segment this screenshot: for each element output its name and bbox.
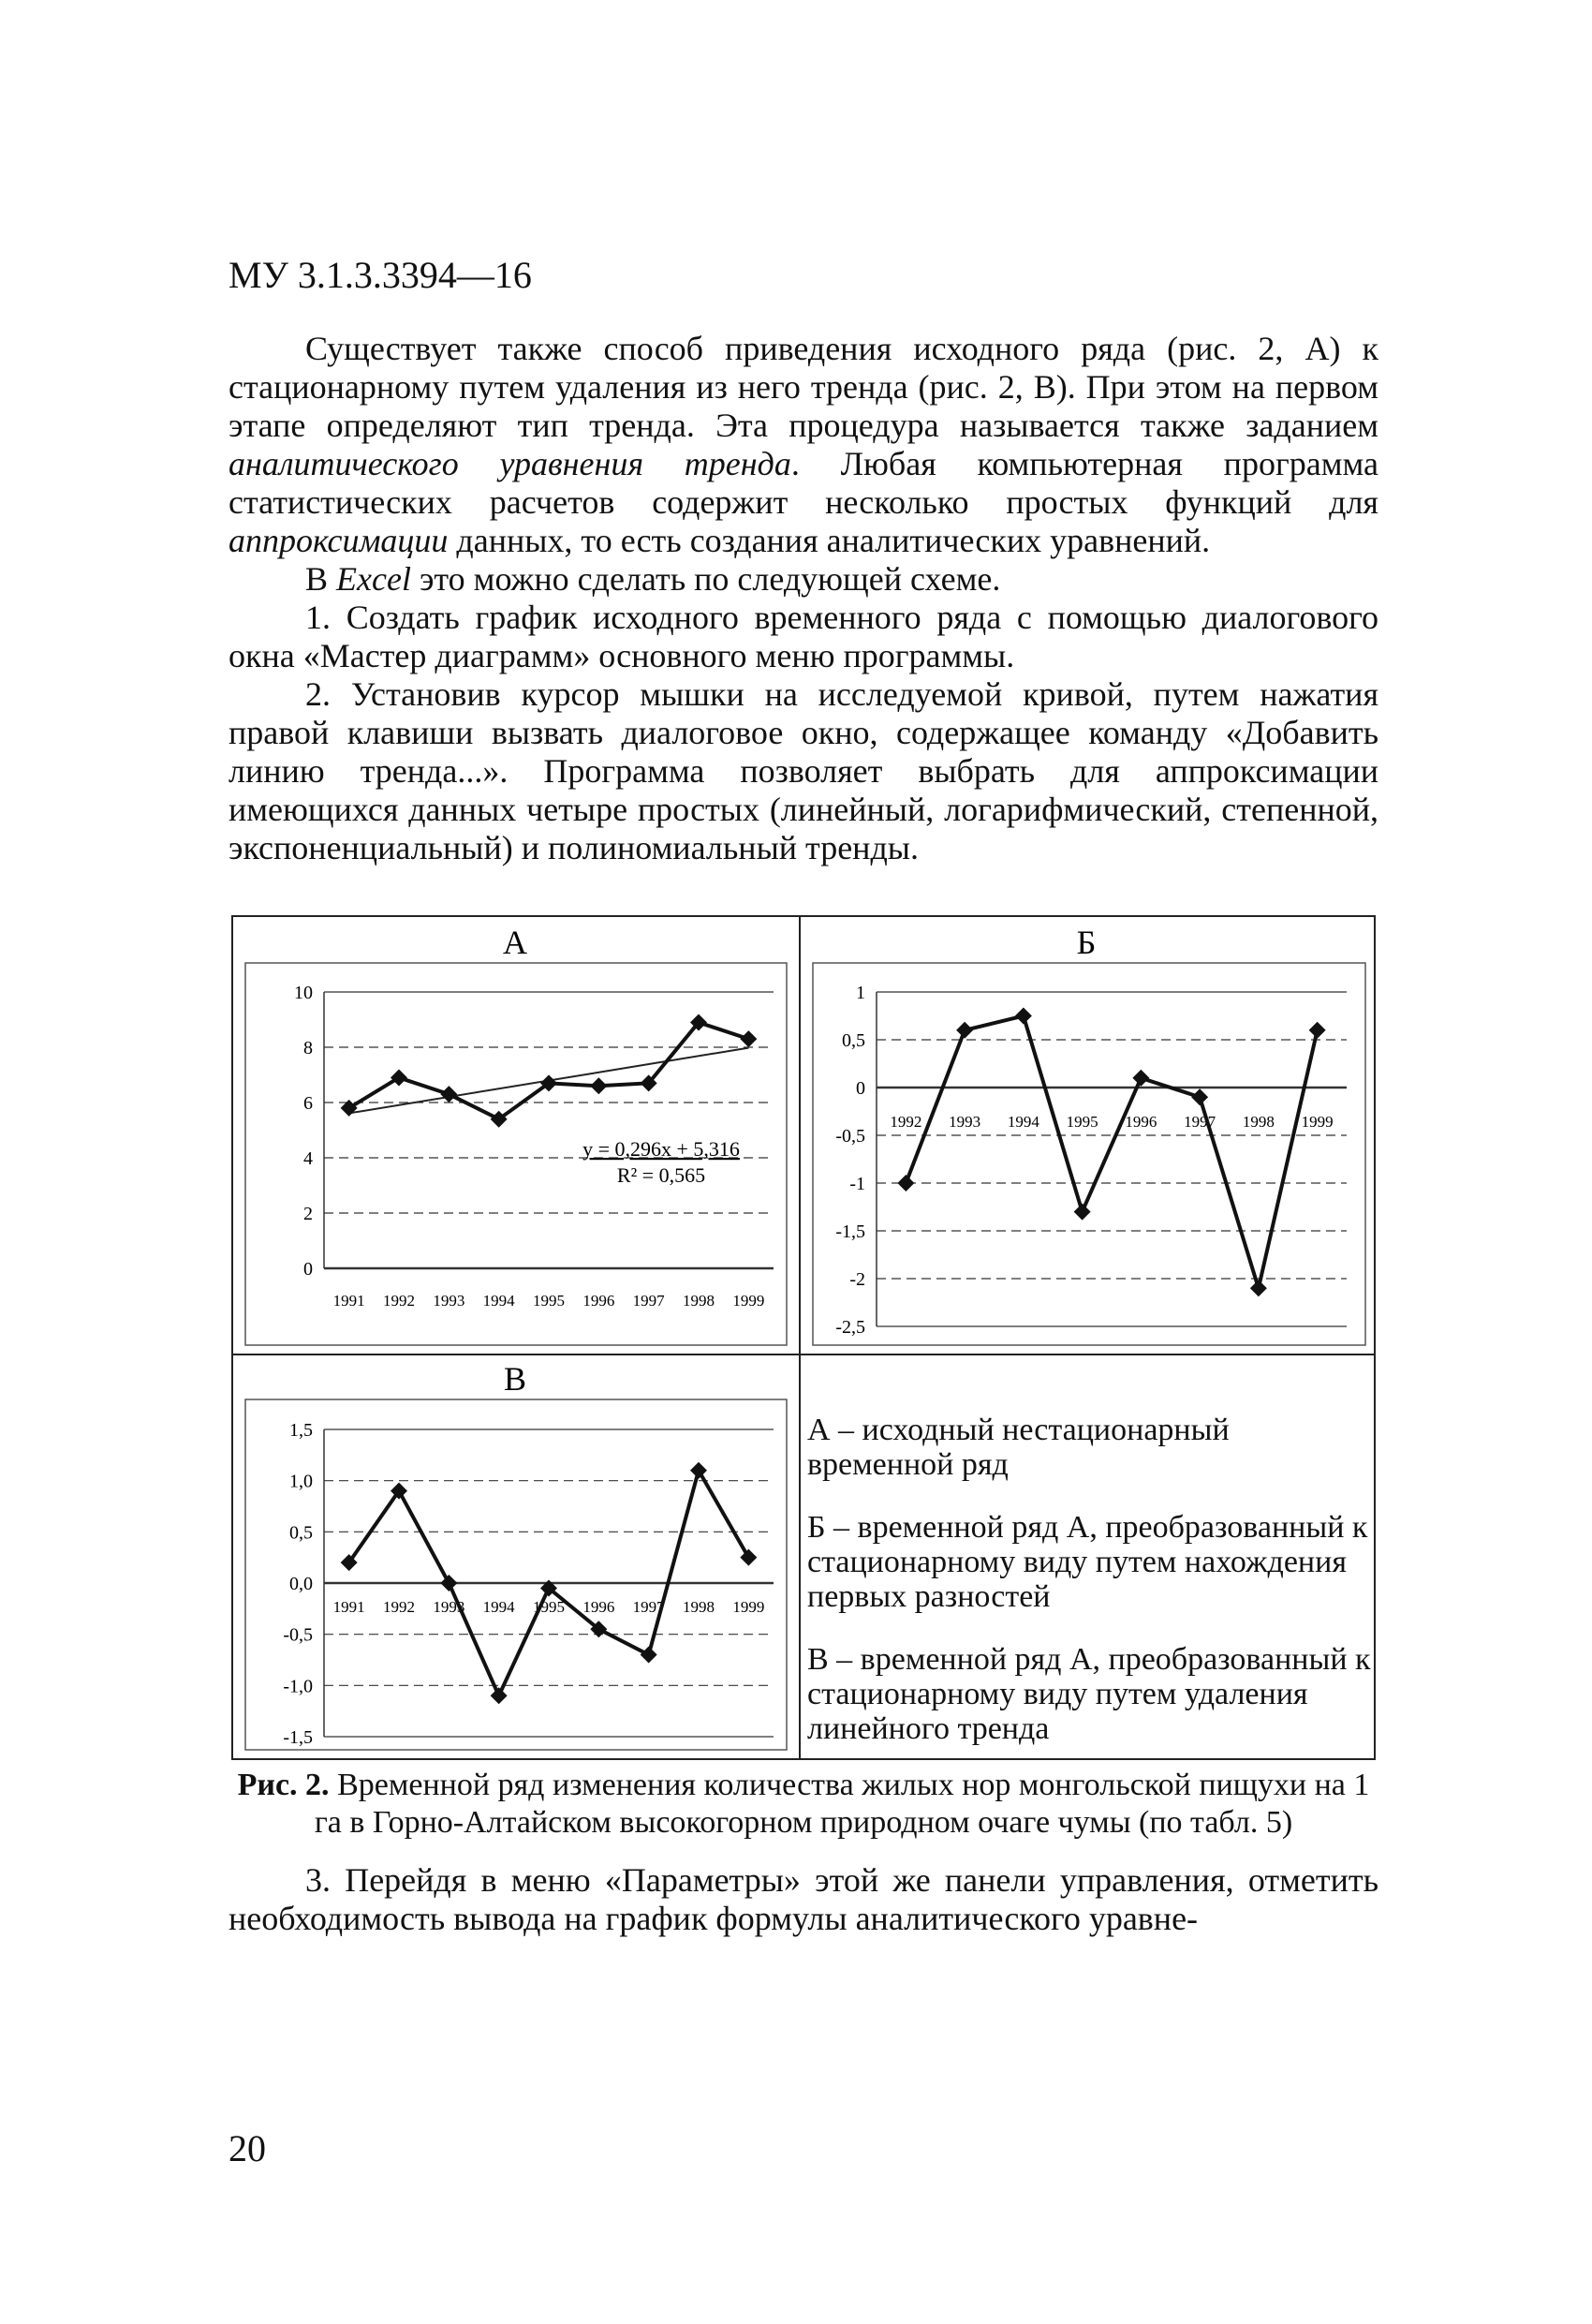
chart-a-data-point	[590, 1077, 607, 1094]
chart-v-xtick-label: 1992	[383, 1598, 415, 1616]
chart-b-xtick-label: 1992	[890, 1113, 922, 1131]
chart-v-xtick-label: 1998	[683, 1598, 715, 1616]
chart-v-xtick-label: 1997	[632, 1598, 665, 1616]
paragraph-4: 2. Установив курсор мышки на исследуемой кривой, путем нажатия правой клавиши вызвать диалоговое окно, содержащее команду «Добавить линию тренда...». Программа позволяет выбрать для аппроксимации имеющихся данных четыре простых (линейный, логарифмический, степенной, экспоненциальный) и полиномиальный тренды.	[228, 675, 1378, 866]
chart-b-ytick-label: -0,5	[835, 1126, 865, 1147]
chart-a-data-point	[391, 1069, 407, 1086]
chart-b-xtick-label: 1997	[1184, 1113, 1216, 1131]
chart-v-xtick-label: 1993	[433, 1598, 465, 1616]
chart-a-trend-equation: y = 0,296x + 5,316	[582, 1137, 740, 1161]
continuation-text	[228, 1861, 1378, 1938]
chart-a-ytick-label: 4	[303, 1148, 313, 1169]
panel-label-b: Б	[1076, 924, 1097, 961]
chart-v-xtick-label: 1991	[332, 1598, 365, 1616]
chart-v-xtick-label: 1995	[533, 1598, 565, 1616]
chart-b-xtick-label: 1994	[1007, 1113, 1039, 1131]
chart-b-xtick-label: 1998	[1242, 1113, 1275, 1131]
chart-a-ytick-label: 10	[294, 983, 313, 1003]
chart-b-data-point	[1191, 1088, 1208, 1105]
chart-b-data-point	[1015, 1008, 1032, 1025]
chart-a-xtick-label: 1995	[533, 1292, 565, 1310]
chart-a-xtick-label: 1993	[433, 1292, 465, 1310]
chart-b-ytick-label: 0,5	[842, 1030, 865, 1051]
chart-b-ytick-label: 0	[856, 1078, 865, 1099]
chart-a-ytick-label: 2	[303, 1204, 313, 1224]
chart-a-ytick-label: 6	[303, 1093, 313, 1114]
chart-a-xtick-label: 1999	[732, 1292, 765, 1310]
chart-a-series-line	[349, 1022, 749, 1118]
paragraph-1: Существует также способ приведения исходного ряда (рис. 2, А) к стационарному путем удаления из него тренда (рис. 2, В). При этом на первом этапе определяют тип тренда. Эта процедура называется также заданием аналитического уравнения тренда. Любая компьютерная программа статистических расчетов содержит несколько простых функций для аппроксимации данных, то есть создания аналитических уравнений.	[228, 330, 1378, 559]
chart-a-xtick-label: 1994	[482, 1292, 515, 1310]
chart-b-data-point	[1309, 1022, 1326, 1039]
figure-legend	[807, 1413, 1373, 1774]
chart-b-data-point	[897, 1175, 914, 1192]
page-number: 20	[228, 2127, 266, 2169]
chart-a-data-point	[740, 1030, 757, 1047]
chart-v-data-point	[440, 1575, 457, 1591]
chart-a-xtick-label: 1996	[582, 1292, 615, 1310]
chart-b-xtick-label: 1996	[1125, 1113, 1157, 1131]
chart-a-data-point	[440, 1086, 457, 1103]
chart-v-data-point	[690, 1462, 707, 1479]
chart-b-ytick-label: -2	[849, 1269, 865, 1290]
chart-b-xtick-label: 1995	[1066, 1113, 1098, 1131]
paragraph-3: 1. Создать график исходного временного ряда с помощью диалогового окна «Мастер диаграмм» основного меню программы.	[228, 599, 1378, 674]
panel-label-v: В	[503, 1360, 527, 1398]
panel-label-a: А	[503, 924, 527, 961]
chart-v-ytick-label: 1,5	[289, 1420, 313, 1441]
legend-b: Б – временной ряд А, преобразованный к стационарному виду путем нахождения первых разностей	[807, 1510, 1368, 1614]
chart-v-ytick-label: -1,0	[283, 1676, 313, 1697]
chart-b-xtick-label: 1999	[1301, 1113, 1334, 1131]
intro-text	[228, 330, 1378, 867]
chart-b-ytick-label: -2,5	[835, 1317, 865, 1338]
chart-b-ytick-label: 1	[856, 983, 865, 1003]
chart-v-xtick-label: 1994	[482, 1598, 515, 1616]
chart-v-data-point	[491, 1687, 508, 1704]
chart-v-ytick-label: -0,5	[283, 1624, 313, 1646]
legend-a: А – исходный нестационарный временной ряд	[807, 1413, 1230, 1482]
chart-v-data-point	[740, 1549, 757, 1566]
chart-v-ytick-label: 1,0	[289, 1471, 313, 1492]
chart-v-xtick-label: 1999	[732, 1598, 765, 1616]
chart-v-ytick-label: 0,0	[289, 1574, 313, 1594]
chart-b-border	[813, 963, 1365, 1345]
chart-a-xtick-label: 1991	[332, 1292, 365, 1310]
chart-a-trend-r2: R² = 0,565	[616, 1163, 706, 1187]
chart-v-ytick-label: 0,5	[289, 1522, 313, 1544]
chart-b-data-point	[956, 1022, 973, 1039]
chart-a-ytick-label: 8	[303, 1038, 313, 1058]
legend-c: В – временной ряд А, преобразованный к стационарному виду путем удаления линейного тренда	[807, 1642, 1371, 1746]
chart-b-xtick-label: 1993	[949, 1113, 981, 1131]
chart-a-xtick-label: 1998	[683, 1292, 715, 1310]
chart-a-xtick-label: 1997	[632, 1292, 665, 1310]
chart-b-data-point	[1250, 1280, 1267, 1296]
chart-v-xtick-label: 1996	[582, 1598, 615, 1616]
chart-b-ytick-label: -1	[849, 1174, 865, 1194]
chart-b-series-line	[906, 1016, 1317, 1289]
paragraph-2: В Excel это можно сделать по следующей схеме.	[305, 560, 1001, 598]
chart-b-data-point	[1132, 1070, 1149, 1087]
chart-b-data-point	[1074, 1204, 1091, 1221]
chart-a-ytick-label: 0	[303, 1259, 313, 1280]
chart-v-data-point	[641, 1647, 657, 1664]
chart-a-xtick-label: 1992	[383, 1292, 415, 1310]
figure-caption: Рис. 2. Временной ряд изменения количества жилых нор монгольской пищухи на 1 га в Горно-Алтайском высокогорном природном очаге чумы (по табл. 5)	[237, 1768, 1370, 1840]
chart-v-border	[245, 1399, 787, 1750]
chart-b-ytick-label: -1,5	[835, 1221, 865, 1242]
chart-v-ytick-label: -1,5	[283, 1727, 313, 1748]
paragraph-5: 3. Перейдя в меню «Параметры» этой же панели управления, отметить необходимость вывода на график формулы аналитического уравне-	[228, 1861, 1378, 1937]
document-code: МУ 3.1.3.3394—16	[228, 254, 532, 296]
